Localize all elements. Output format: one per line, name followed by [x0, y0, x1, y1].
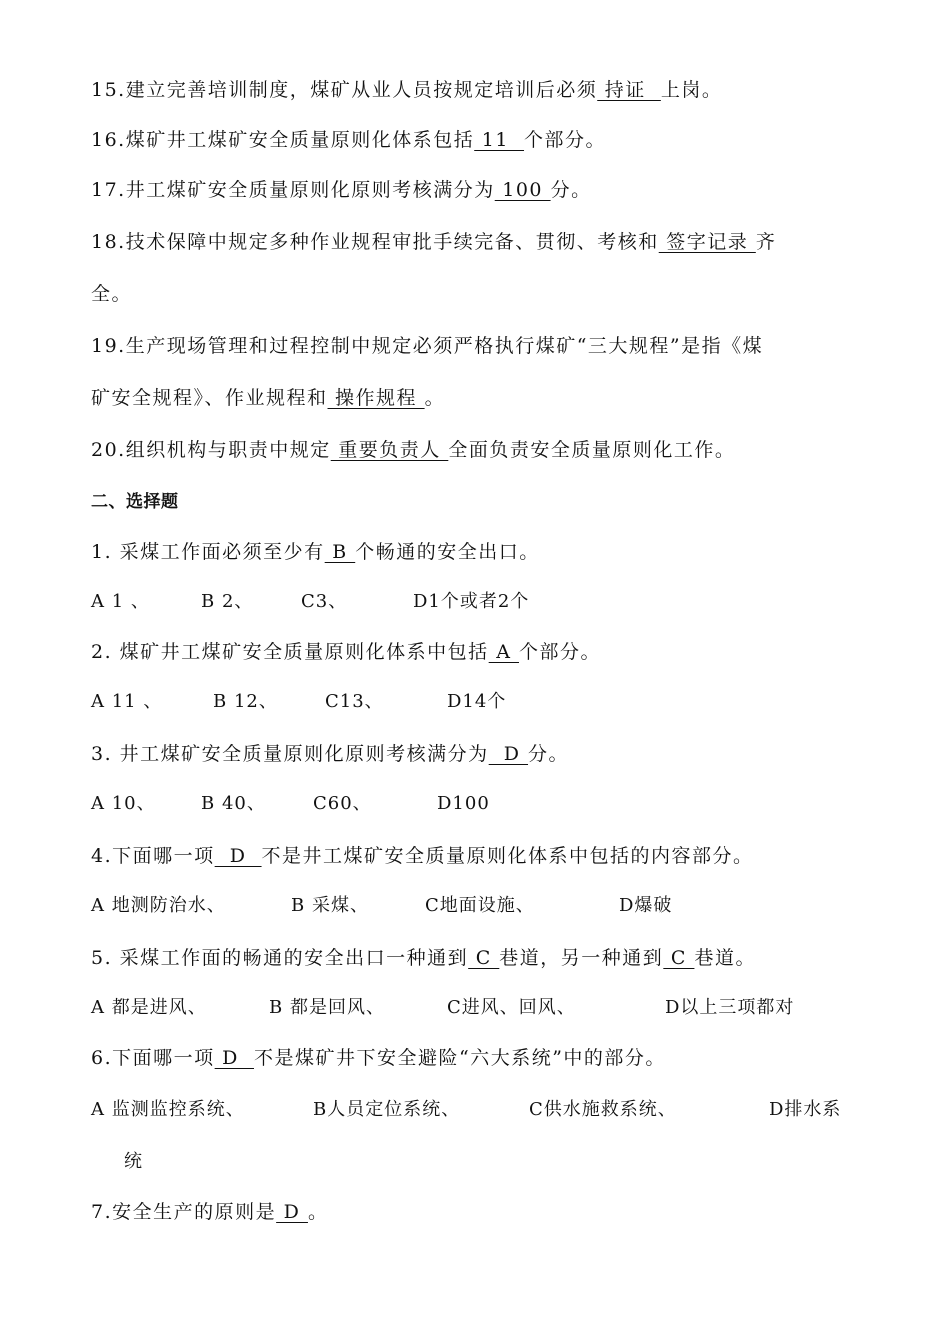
- answer-blank: 重要负责人: [330, 439, 449, 461]
- option-d: D排水系: [769, 1099, 842, 1120]
- option-b: B 12、: [213, 691, 278, 712]
- choice-q7: 7.安全生产的原则是 D 。: [91, 1201, 329, 1223]
- answer-blank: B: [324, 541, 356, 563]
- answer-blank: D: [214, 1047, 254, 1069]
- option-d: D14个: [447, 691, 507, 712]
- option-b: B 都是回风、: [269, 997, 385, 1018]
- answer-blank: C: [468, 947, 500, 969]
- option-d: D1个或者2个: [413, 591, 530, 612]
- option-b: B 采煤、: [291, 895, 369, 916]
- answer-blank: D: [276, 1201, 308, 1223]
- option-a: A 1 、: [91, 591, 150, 612]
- answer-blank: 100: [494, 179, 551, 201]
- answer-blank: 11: [474, 129, 525, 151]
- fill-in-q19: 19.生产现场管理和过程控制中规定必须严格执行煤矿“三大规程”是指《煤: [91, 335, 764, 357]
- option-a: A 11 、: [91, 691, 163, 712]
- option-a: A 10、: [91, 793, 156, 814]
- choice-q1: 1. 采煤工作面必须至少有 B 个畅通的安全出口。: [91, 541, 540, 563]
- answer-blank: D: [214, 845, 262, 867]
- choice-q4: 4.下面哪一项 D 不是井工煤矿安全质量原则化体系中包括的内容部分。: [91, 845, 754, 867]
- section-title: 二、选择题: [91, 492, 179, 512]
- choice-q6-option-d-continued: 统: [124, 1151, 143, 1172]
- answer-blank: 签字记录: [658, 231, 756, 253]
- option-a: A 监测监控系统、: [91, 1099, 245, 1120]
- answer-blank: A: [488, 641, 519, 663]
- option-c: C地面设施、: [425, 895, 535, 916]
- option-c: C60、: [313, 793, 372, 814]
- answer-blank: 操作规程: [327, 387, 425, 409]
- fill-in-q17: 17.井工煤矿安全质量原则化原则考核满分为 100 分。: [91, 179, 592, 201]
- option-a: A 都是进风、: [91, 997, 207, 1018]
- option-a: A 地测防治水、: [91, 895, 226, 916]
- fill-in-q19-continued: 矿安全规程》、作业规程和 操作规程 。: [91, 387, 446, 409]
- answer-blank-2: C: [663, 947, 695, 969]
- option-b: B 2、: [201, 591, 254, 612]
- option-c: C3、: [301, 591, 348, 612]
- option-d: D100: [437, 793, 490, 814]
- choice-q3: 3. 井工煤矿安全质量原则化原则考核满分为 D 分。: [91, 743, 570, 765]
- fill-in-q18-continued: 全。: [91, 283, 133, 305]
- option-c: C供水施救系统、: [529, 1099, 677, 1120]
- answer-blank: D: [488, 743, 529, 765]
- option-d: D以上三项都对: [665, 997, 795, 1018]
- option-d: D爆破: [619, 895, 673, 916]
- choice-q2: 2. 煤矿井工煤矿安全质量原则化体系中包括 A 个部分。: [91, 641, 601, 663]
- fill-in-q18: 18.技术保障中规定多种作业规程审批手续完备、贯彻、考核和 签字记录 齐: [91, 231, 777, 253]
- option-c: C进风、回风、: [447, 997, 576, 1018]
- option-b: B 40、: [201, 793, 266, 814]
- fill-in-q15: 15.建立完善培训制度，煤矿从业人员按规定培训后必须 持证 上岗。: [91, 79, 723, 101]
- fill-in-q16: 16.煤矿井工煤矿安全质量原则化体系包括 11 个部分。: [91, 129, 607, 151]
- answer-blank: 持证: [597, 79, 661, 101]
- choice-q6: 6.下面哪一项 D 不是煤矿井下安全避险“六大系统”中的部分。: [91, 1047, 666, 1069]
- option-c: C13、: [325, 691, 384, 712]
- choice-q5: 5. 采煤工作面的畅通的安全出口一种通到 C 巷道，另一种通到 C 巷道。: [91, 947, 756, 969]
- option-b: B人员定位系统、: [313, 1099, 461, 1120]
- fill-in-q20: 20.组织机构与职责中规定 重要负责人 全面负责安全质量原则化工作。: [91, 439, 736, 461]
